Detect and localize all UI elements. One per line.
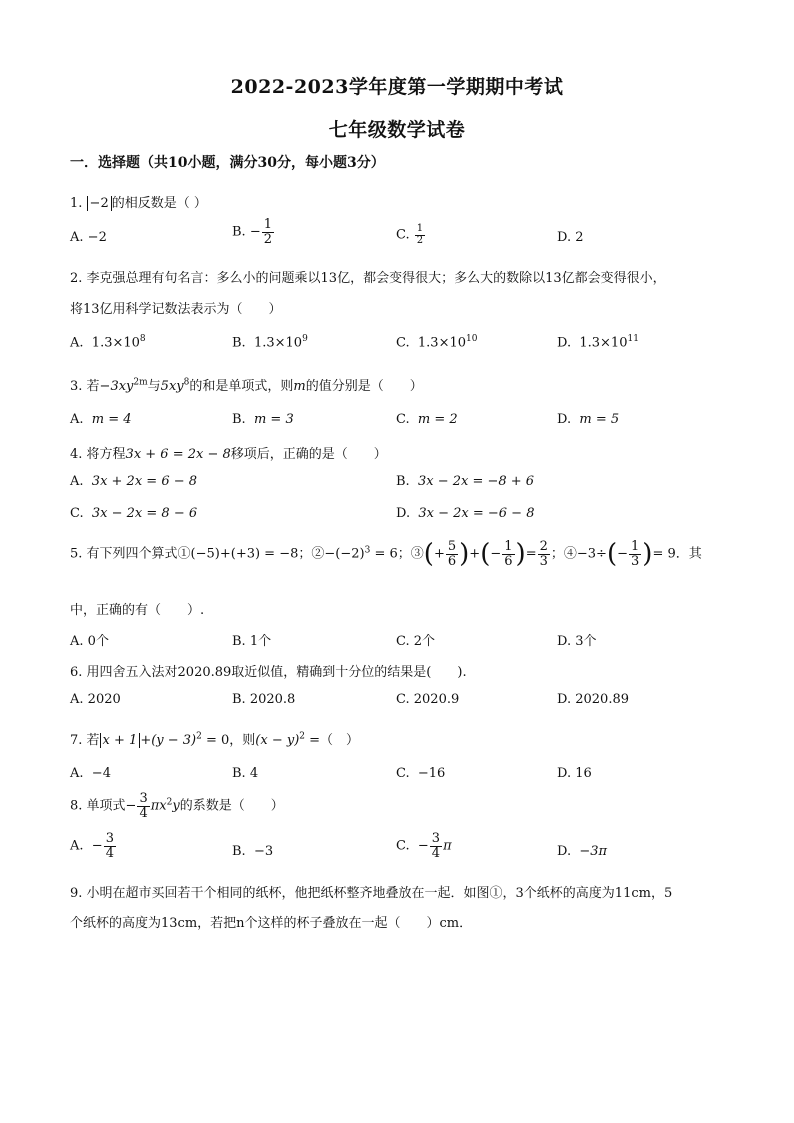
q5-option-a[interactable]: A. 0个 [70, 634, 109, 649]
q8-option-b[interactable]: B. −3 [232, 844, 274, 859]
q6-option-b[interactable]: B. 2020.8 [232, 692, 296, 707]
fraction: $\frac{1}{6}$ [504, 539, 513, 569]
fraction: $\frac{5}{6}$ [447, 539, 457, 569]
question-9-line-1: 9. 小明在超市买回若干个相同的纸杯，他把纸杯整齐地叠放在一起．如图①，3个纸杯的高度为11cm，5 [70, 886, 673, 901]
question-7-stem: 7. 若 $x + 1 +(y - 3)^2 = 0$，则$(x - y)^2$ =（ ） [70, 731, 360, 748]
exam-title: 2022-2023学年度第一学期期中考试 [230, 76, 564, 98]
fraction: $\frac{1}{3}$ [631, 539, 640, 569]
q8-option-a[interactable]: A. − $\frac{3}{4}$ [70, 831, 114, 861]
q1-option-b[interactable]: B. − $\frac{1}{2}$ [232, 217, 273, 247]
q7-option-a[interactable]: A. −4 [70, 766, 111, 781]
q3-option-d[interactable]: D. m = 5 [557, 412, 620, 427]
question-1-stem: 1. −2 的相反数是（ ） [70, 196, 207, 211]
q2-option-b[interactable]: B. $1.3\times 10^9$ [232, 334, 308, 351]
q4-option-b[interactable]: B. 3x − 2x = −8 + 6 [396, 474, 535, 489]
fraction: $\frac{2}{3}$ [539, 539, 548, 569]
q8-option-c[interactable]: C. − $\frac{3}{4}$ π [396, 831, 452, 861]
question-2-line-2: 将13亿用科学记数法表示为（ ） [70, 302, 282, 317]
q6-option-a[interactable]: A. 2020 [70, 692, 121, 707]
question-9-line-2: 个纸杯的高度为13cm，若把n个这样的杯子叠放在一起（ ）cm． [70, 916, 473, 931]
question-5-stem: 5. 有下列四个算式①(−5)+(+3) = −8；$②-(-2)^3 = 6$；③(+ $\frac{5}{6}$ )+(− $\frac{1}{6}$ )= $\frac{2}{3}$ ；④−3÷(− $\frac{1}{3}$ )= 9．其 [70, 539, 702, 570]
question-8-stem: 8. 单项式− $\frac{3}{4}$ $\pi x^2y$的系数是（ ） [70, 791, 284, 821]
section-heading: 一．选择题（共10小题，满分30分，每小题3分） [70, 155, 385, 171]
q2-option-c[interactable]: C. $1.3\times 10^{10}$ [396, 334, 478, 351]
q7-option-d[interactable]: D. 16 [557, 766, 592, 781]
fraction: $\frac{3}{4}$ [105, 831, 114, 861]
q4-option-a[interactable]: A. 3x + 2x = 6 − 8 [70, 474, 198, 489]
q1-option-a[interactable]: A. −2 [70, 230, 107, 245]
fraction: $\frac{3}{4}$ [431, 831, 441, 861]
q6-option-c[interactable]: C. 2020.9 [396, 692, 460, 707]
question-3-stem: 3. 若$-3xy^{2m}$与$5xy^8$的和是单项式，则m的值分别是（ ） [70, 377, 423, 394]
q2-option-d[interactable]: D. $1.3\times 10^{11}$ [557, 334, 639, 351]
q7-option-c[interactable]: C. −16 [396, 766, 446, 781]
q3-option-b[interactable]: B. m = 3 [232, 412, 294, 427]
fraction: $\frac{3}{4}$ [139, 791, 148, 821]
q7-option-b[interactable]: B. 4 [232, 766, 259, 781]
q5-option-d[interactable]: D. 3个 [557, 634, 597, 649]
question-4-stem: 4. 将方程3x + 6 = 2x − 8移项后，正确的是（ ） [70, 447, 387, 462]
question-2-line-1: 2. 李克强总理有句名言：多么小的问题乘以13亿，都会变得很大；多么大的数除以13亿都会变得很小， [70, 271, 666, 286]
q2-option-a[interactable]: A. $1.3\times 10^8$ [70, 334, 146, 351]
fraction: $\frac{1}{2}$ [416, 223, 424, 246]
q8-option-d[interactable]: D. −3π [557, 844, 608, 859]
q5-option-b[interactable]: B. 1个 [232, 634, 272, 649]
absolute-value: −2 [87, 196, 112, 211]
q4-option-d[interactable]: D. 3x − 2x = −6 − 8 [396, 506, 535, 521]
q1-option-d[interactable]: D. 2 [557, 230, 584, 245]
fraction: $\frac{1}{2}$ [263, 217, 273, 247]
question-5-line-2: 中，正确的有（ ）. [70, 603, 205, 618]
question-6-stem: 6. 用四舍五入法对2020.89取近似值，精确到十分位的结果是( ). [70, 665, 467, 680]
q6-option-d[interactable]: D. 2020.89 [557, 692, 629, 707]
absolute-value: x + 1 [100, 733, 141, 748]
q3-option-c[interactable]: C. m = 2 [396, 412, 458, 427]
q4-option-c[interactable]: C. 3x − 2x = 8 − 6 [70, 506, 198, 521]
exam-subtitle: 七年级数学试卷 [328, 119, 466, 141]
q5-option-c[interactable]: C. 2个 [396, 634, 436, 649]
q3-option-a[interactable]: A. m = 4 [70, 412, 132, 427]
q1-option-c[interactable]: C. $\frac{1}{2}$ [396, 223, 424, 246]
